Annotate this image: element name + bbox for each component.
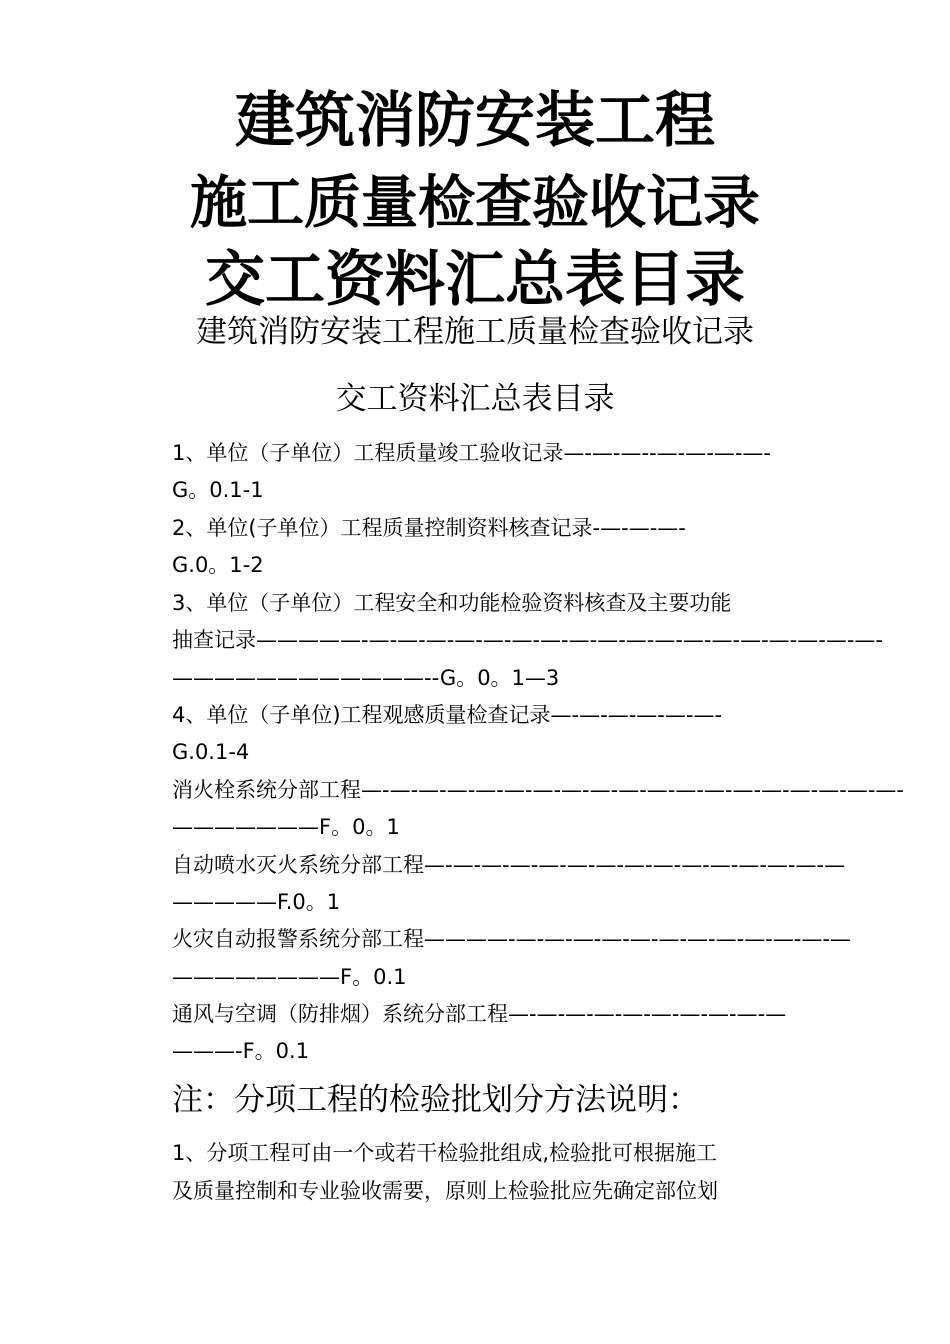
title-line-2: 施工质量检查验收记录 xyxy=(190,170,760,236)
toc-line: G.0.1-4 xyxy=(172,740,250,764)
title-line-1: 建筑消防安装工程 xyxy=(235,86,715,156)
subtitle-line-1: 建筑消防安装工程施工质量检查验收记录 xyxy=(196,314,754,350)
toc-line: 火灾自动报警系统分部工程————-—-—-—-—-—-—-—-—-—-—-—-— xyxy=(172,927,851,951)
toc-line: ————————F。0.1 xyxy=(172,965,407,989)
toc-line: 3、单位（子单位）工程安全和功能检验资料核查及主要功能 xyxy=(172,591,732,615)
note-heading: 注：分项工程的检验批划分方法说明： xyxy=(172,1082,699,1118)
toc-line: 抽查记录—————-—-—-—-—-—-—-—-—-—-—-—-—-—-—-—-—-—-—- xyxy=(172,628,883,652)
toc-line: 2、单位(子单位）工程质量控制资料核查记录-—-—-—- xyxy=(172,516,686,540)
toc-line: 通风与空调（防排烟）系统分部工程—-—-—-—-—-—-—-—-—-— xyxy=(172,1002,787,1026)
toc-line: 消火栓系统分部工程—-—-—-—-—-—-—-—-—-—-—-—-—-—-—-—-—-—-—- xyxy=(172,778,904,802)
note-paragraph-line: 及质量控制和专业验收需要，原则上检验批应先确定部位划 xyxy=(172,1179,718,1203)
note-paragraph-line: 1、分项工程可由一个或若干检验批组成,检验批可根据施工 xyxy=(172,1141,718,1165)
toc-line: 4、单位（子单位)工程观感质量检查记录—-—-—-—-—-—- xyxy=(172,703,723,727)
toc-line: G。0.1-1 xyxy=(172,478,264,502)
toc-line: ———-F。0.1 xyxy=(172,1039,310,1063)
title-line-3: 交工资料汇总表目录 xyxy=(205,245,745,315)
toc-line: ———————F。0。1 xyxy=(172,815,400,839)
toc-line: 1、单位（子单位）工程质量竣工验收记录—-—-—--—-—-—-—- xyxy=(172,441,771,465)
toc-line: ————————————--G。0。1—3 xyxy=(172,666,560,690)
toc-line: G.0。1-2 xyxy=(172,553,264,577)
subtitle-line-2: 交工资料汇总表目录 xyxy=(335,381,615,417)
toc-line: —————F.0。1 xyxy=(172,890,341,914)
toc-line: 自动喷水灭火系统分部工程—-—-—-—-—-—-—-—-—-—-—-—-—-—-— xyxy=(172,853,846,877)
